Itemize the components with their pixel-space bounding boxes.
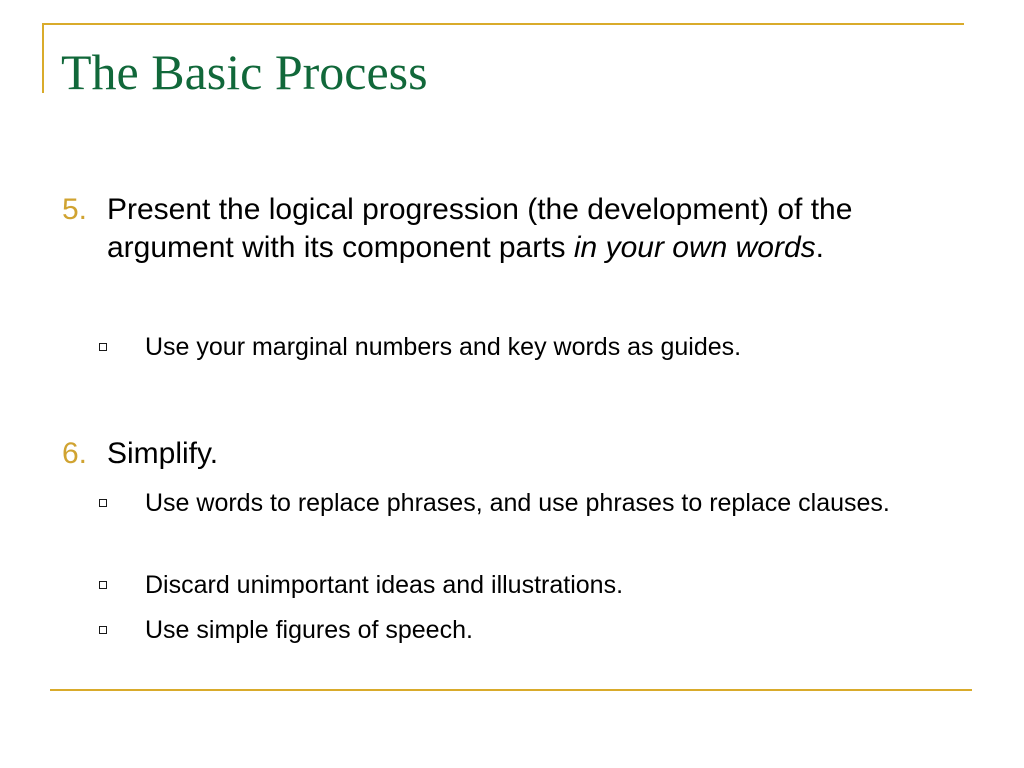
item-number: 5. <box>62 193 88 226</box>
bottom-border-line <box>50 689 972 691</box>
sub-item <box>99 568 959 603</box>
sub-item-text: Use your marginal numbers and key words as guides. <box>145 333 742 361</box>
item-emphasis: in your own words <box>573 231 816 264</box>
left-border-line <box>42 23 44 93</box>
square-bullet-icon <box>99 499 107 507</box>
item-text: Simplify. <box>107 437 219 470</box>
square-bullet-icon <box>99 581 107 589</box>
sub-item-text: Use simple figures of speech. <box>145 616 473 644</box>
square-bullet-icon <box>99 343 107 351</box>
sub-item-text: Use words to replace phrases, and use phrases to replace clauses. <box>145 489 890 517</box>
sub-item <box>99 330 959 365</box>
sub-item <box>99 486 959 521</box>
square-bullet-icon <box>99 626 107 634</box>
sub-item <box>99 613 959 648</box>
item-number: 6. <box>62 437 88 470</box>
list-item-6 <box>62 435 942 473</box>
slide-title: The Basic Process <box>61 44 428 100</box>
list-item-5 <box>62 191 942 267</box>
item-text: Present the logical progression (the development) of the argument with its component parts in your own words. <box>107 193 853 264</box>
top-border-line <box>42 23 964 25</box>
sub-item-text: Discard unimportant ideas and illustrations. <box>145 571 624 599</box>
